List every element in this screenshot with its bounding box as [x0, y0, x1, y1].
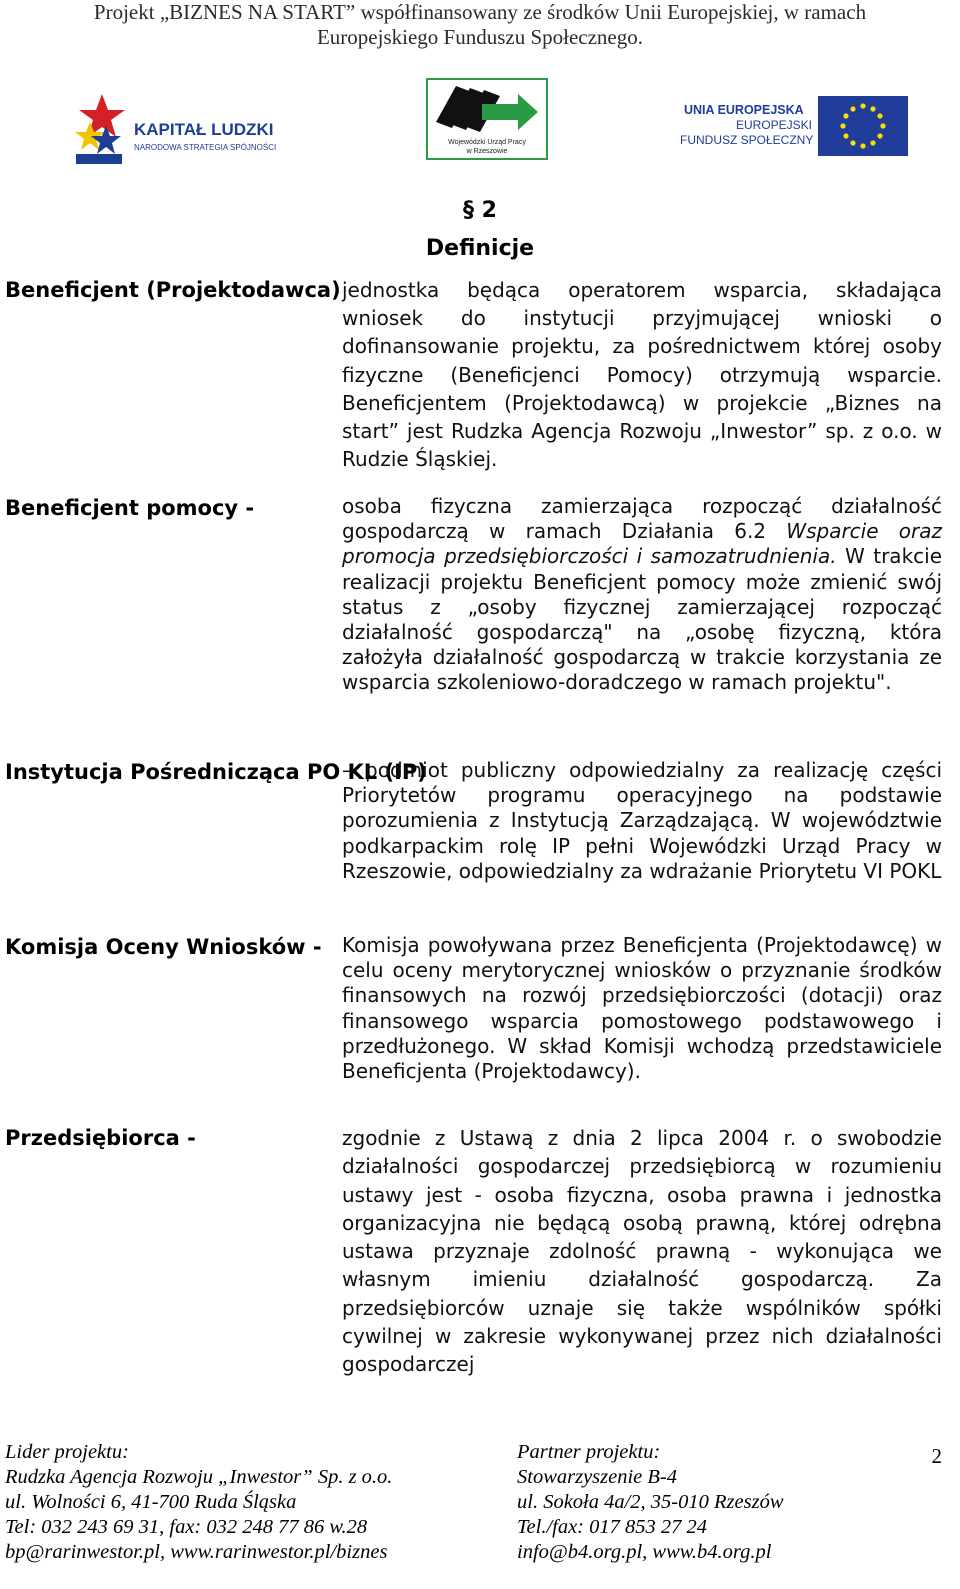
footer-phone: Tel: 032 243 69 31, fax: 032 248 77 86 w.28: [5, 1516, 368, 1538]
footer-address: ul. Wolności 6, 41-700 Ruda Śląska: [5, 1491, 297, 1513]
header-line-2: Europejskiego Funduszu Społecznego.: [316, 25, 644, 49]
description-text: osoba fizyczna zamierzająca rozpocząć działalność gospodarczą w ramach Działania 6.2: [342, 494, 942, 544]
description-text: W trakcie realizacji projektu Beneficjent pomocy może zmienić swój status z „osoby fizycznej zamierzającej rozpocząć działalność gospodarczą" na „osobę fizyczną, która założyła działalność gospodarczą w trakcie korzystania ze wsparcia szkoleniowo-doradczego w ramach projektu".: [342, 544, 943, 695]
definition-term: Przedsiębiorca -: [5, 1126, 196, 1150]
kapital-ludzki-emblem-icon: [68, 92, 308, 172]
definition-description: [342, 494, 942, 696]
page-number: 2: [931, 1444, 942, 1468]
wup-rzeszow-logo: [426, 78, 548, 160]
document-footer: [0, 1440, 960, 1589]
svg-text:w Rzeszowie: w Rzeszowie: [466, 148, 508, 155]
definition-description: – podmiot publiczny odpowiedzialny za realizację części Priorytetów programu operacyjnego na podstawie porozumienia z Instytucją Zarządzającą. W województwie podkarpackim rolę IP pełni Wojewódzki Urząd Pracy w Rzeszowie, odpowiedzialny za wdrażanie Priorytetu VI POKL: [342, 758, 942, 883]
document-header: [0, 0, 960, 50]
eu-flag-icon: [680, 96, 910, 158]
footer-phone: Tel./fax: 017 853 27 24: [517, 1516, 708, 1538]
definition-description: jednostka będąca operatorem wsparcia, składająca wniosek do instytucji przyjmującej wnioski o dofinansowanie projektu, za pośrednictwem której osoby fizyczne (Beneficjenci Pomocy) otrzymują wsparcie. Beneficjentem (Projektodawcą) w projekcie „Biznes na start” jest Rudzka Agencja Rozwoju „Inwestor” sp. z o.o. w Rudzie Śląskiej.: [342, 278, 942, 472]
section-number: § 2: [463, 198, 497, 223]
definition-description: zgodnie z Ustawą z dnia 2 lipca 2004 r. o swobodzie działalności gospodarczej przedsiębiorcą w rozumieniu ustawy jest - osoba fizyczna, osoba prawna i jednostka organizacyjna nie będącą osobą prawną, której odrębna ustawa przyznaje zdolność prawną - wykonująca we własnym imieniu działalność gospodarczą. Za przedsiębiorców uznaje się także wspólników spółki cywilnej w zakresie wykonywanej przez nich działalności gospodarczej: [342, 1126, 942, 1377]
svg-text:UNIA EUROPEJSKA: UNIA EUROPEJSKA: [684, 103, 804, 117]
definition-term: Instytucja Pośrednicząca PO KL (IP): [5, 760, 427, 784]
footer-project-leader: [5, 1440, 392, 1565]
kapital-ludzki-logo: [68, 92, 308, 172]
section-title: Definicje: [425, 236, 535, 261]
footer-label: Partner projektu:: [517, 1441, 661, 1463]
definition-term: Beneficjent (Projektodawca): [5, 278, 341, 302]
footer-contact-links: info@b4.org.pl, www.b4.org.pl: [517, 1541, 772, 1563]
footer-address: ul. Sokoła 4a/2, 35-010 Rzeszów: [517, 1491, 784, 1513]
footer-contact-links: bp@rarinwestor.pl, www.rarinwestor.pl/biznes: [5, 1541, 388, 1563]
logo-bar: [0, 78, 960, 174]
svg-text:FUNDUSZ SPOŁECZNY: FUNDUSZ SPOŁECZNY: [680, 133, 814, 147]
svg-text:NARODOWA STRATEGIA SPÓJNOŚCI: NARODOWA STRATEGIA SPÓJNOŚCI: [134, 143, 277, 152]
definition-description: Komisja powoływana przez Beneficjenta (Projektodawcę) w celu oceny merytorycznej wniosków o przyznanie środków finansowych na rozwój przedsiębiorczości (dotacji) oraz finansowego wsparcia pomostowego podstawowego i przedłużonego. W skład Komisji wchodzą przedstawiciele Beneficjenta (Projektodawcy).: [342, 933, 942, 1084]
wup-emblem-icon: [426, 78, 548, 160]
svg-text:EUROPEJSKI: EUROPEJSKI: [736, 118, 813, 132]
eu-efs-logo: [680, 96, 910, 158]
footer-name: Stowarzyszenie B-4: [517, 1466, 677, 1488]
definition-term: Beneficjent pomocy -: [5, 496, 255, 520]
svg-text:KAPITAŁ LUDZKI: KAPITAŁ LUDZKI: [134, 120, 274, 139]
definition-term: Komisja Oceny Wniosków -: [5, 935, 322, 959]
footer-name: Rudzka Agencja Rozwoju „Inwestor” Sp. z o.o.: [5, 1466, 393, 1488]
svg-text:Wojewódzki Urząd Pracy: Wojewódzki Urząd Pracy: [448, 139, 526, 146]
description-italic-text: Wsparcie oraz promocja przedsiębiorczości i samozatrudnienia.: [342, 519, 943, 569]
footer-project-partner: [517, 1440, 784, 1565]
header-line-1: Projekt „BIZNES NA START” współfinansowany ze środków Unii Europejskiej, w ramach: [93, 0, 867, 24]
footer-label: Lider projektu:: [5, 1441, 129, 1463]
